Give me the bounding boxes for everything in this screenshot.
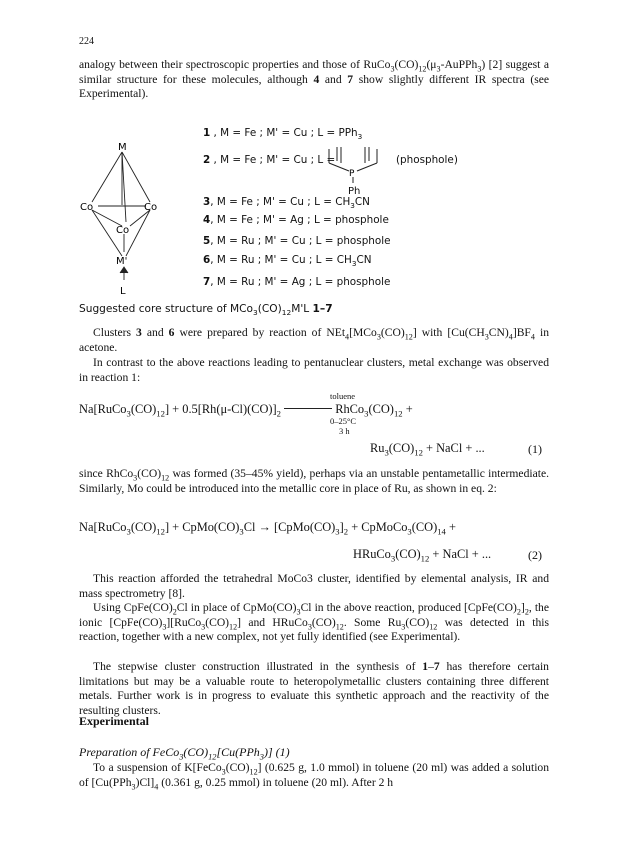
paragraph-clusters: Clusters 3 and 6 were prepared by reaction of $NEt_4[MCo_3(CO)_{12}]$ with $[Cu(CH_3CN)_4]BF_4$ in acetone. <box>79 326 549 354</box>
phosphole-ring-icon <box>325 145 385 189</box>
paragraph-stepwise: The stepwise cluster construction illustrated in the synthesis of 1–7 has therefore certain limitations but may be a valuable route to heteropolymetallic clusters containing three different metals. Further work is in progress to evaluate this synthetic approach and the reactivity of the resulting clusters. <box>79 660 549 717</box>
equation-1-condition-time: 3 h <box>339 426 350 436</box>
equation-1-condition-temp: 0–25°C <box>330 416 357 426</box>
label-M: M <box>118 142 127 153</box>
compound-2: 2 , M = Fe ; M' = Cu ; L = <box>203 154 336 166</box>
equation-1-condition-solvent: toluene <box>330 391 356 401</box>
equation-1-line-1: $Na[RuCo_3(CO)_{12}] + 0.5[Rh(\mu-Cl)(CO)]_2$ $RhCo_3(CO)_{12}$ + <box>79 402 413 419</box>
page-number: 224 <box>79 36 94 47</box>
core-structure-diagram <box>78 140 188 300</box>
phosphole-note: (phosphole) <box>396 154 458 166</box>
section-heading: Experimental <box>79 714 149 728</box>
label-Co-left: Co <box>80 202 94 213</box>
equation-2-line-1: $Na[RuCo_3(CO)_{12}]$ + $CpMo(CO)_3Cl$ → $[CpMo(CO)_3]_2$ + $CpMoCo_3(CO)_{14}$ + <box>79 520 456 537</box>
label-Co-mid: Co <box>116 225 130 236</box>
compound-1: 1 , M = Fe ; M' = Cu ; L = PPh$_3$ <box>203 127 363 142</box>
label-Co-right: Co <box>144 202 158 213</box>
compound-3: 3, M = Fe ; M' = Cu ; $L = CH_3CN$ <box>203 196 370 211</box>
phosphole-Ph-label: Ph <box>348 186 361 197</box>
label-L: L <box>120 286 126 297</box>
equation-1-line-2: $Ru_3(CO)_{12}$ + NaCl + ... <box>370 441 485 458</box>
equation-2-number: (2) <box>528 548 542 562</box>
subsection-heading: Preparation of $FeCo_3(CO)_{12}[Cu(PPh_3)]$ (1) <box>79 745 290 762</box>
intro-paragraph: analogy between their spectroscopic properties and those of $RuCo_3(CO)_{12}(\mu_3-AuPPh_3)$ [2] suggest a similar structure for these molecules, although 4 and 7 show slightly different IR spectra (see Experimental). <box>79 58 549 101</box>
equation-2-line-2: $HRuCo_3(CO)_{12}$ + NaCl + ... <box>353 547 492 564</box>
compound-6: 6, M = Ru ; M' = Cu ; $L = CH_3CN$ <box>203 254 372 269</box>
label-M-prime: M' <box>116 256 128 267</box>
paragraph-since: since $RhCo_3(CO)_{12}$ was formed (35–45% yield), perhaps via an unstable pentametallic intermediate. Similarly, Mo could be introduced into the metallic core in place of Ru, as shown in eq. 2: <box>79 467 549 495</box>
equation-1-number: (1) <box>528 442 542 456</box>
paragraph-reaction: This reaction afforded the tetrahedral MoCo3 cluster, identified by elemental analysis, IR and mass spectrometry [8]. <box>79 572 549 600</box>
paragraph-contrast: In contrast to the above reactions leading to pentanuclear clusters, metal exchange was observed in reaction 1: <box>79 356 549 384</box>
phosphole-P-label: P <box>349 169 355 179</box>
paragraph-preparation: To a suspension of $K[FeCo_3(CO)_{12}]$ (0.625 g, 1.0 mmol) in toluene (20 ml) was added a solution of $[Cu(PPh_3)Cl]_4$ (0.361 g, 0.25 mmol) in toluene (20 ml). After 2 h <box>79 761 550 791</box>
compound-7: 7, M = Ru ; M' = Ag ; L = phosphole <box>203 276 391 288</box>
paragraph-using: Using $CpFe(CO)_2Cl$ in place of $CpMo(CO)_3Cl$ in the above reaction, produced $[CpFe(CO)_2]_2$, the ionic $[CpFe(CO)_3][RuCo_3(CO)_{12}]$ and $HRuCo_3(CO)_{12}$. Some $Ru_3(CO)_{12}$ was detected in this reaction, together with a new complex, not yet fully identified (see Experimental). <box>79 601 549 644</box>
compound-5: 5, M = Ru ; M' = Cu ; L = phosphole <box>203 235 391 247</box>
figure-caption: Suggested core structure of $MCo_3(CO)_{12}M'L$ 1–7 <box>79 303 333 318</box>
compound-4: 4, M = Fe ; M' = Ag ; L = phosphole <box>203 214 389 226</box>
